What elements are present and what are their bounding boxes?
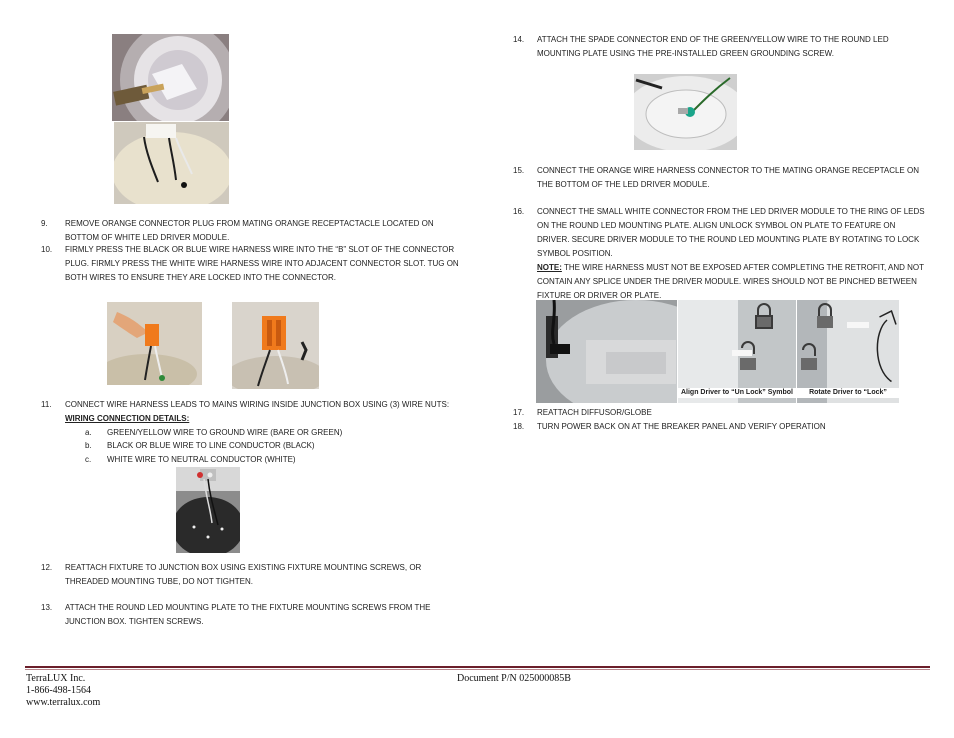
wiring-details-heading: WIRING CONNECTION DETAILS:: [65, 414, 190, 423]
footer-company: TerraLUX Inc.: [26, 673, 86, 684]
note-label: NOTE:: [537, 263, 562, 272]
photo-connector-press-2: [232, 302, 319, 389]
photo-fixture-wires: [114, 122, 229, 204]
photo-rotate-lock: [797, 300, 899, 403]
photo-align-unlock: [678, 300, 796, 403]
photo-driver-module: [536, 300, 677, 403]
photo-drill-plate: [112, 34, 229, 121]
footer-rule-top: [25, 666, 930, 668]
caption-align-unlock: Align Driver to “Un Lock” Symbol: [678, 388, 796, 398]
photo-connector-press-1: [107, 302, 202, 385]
footer-phone: 1-866-498-1564: [26, 685, 91, 696]
footer-rule-bottom: [25, 669, 930, 670]
footer-document-number: Document P/N 025000085B: [457, 673, 571, 684]
caption-rotate-lock: Rotate Driver to “Lock”: [797, 388, 899, 398]
photo-junction-box: [176, 467, 240, 553]
rotate-arrow-icon: [869, 306, 899, 388]
footer-web[interactable]: www.terralux.com: [26, 697, 101, 708]
photo-grounding-screw: [634, 74, 737, 150]
